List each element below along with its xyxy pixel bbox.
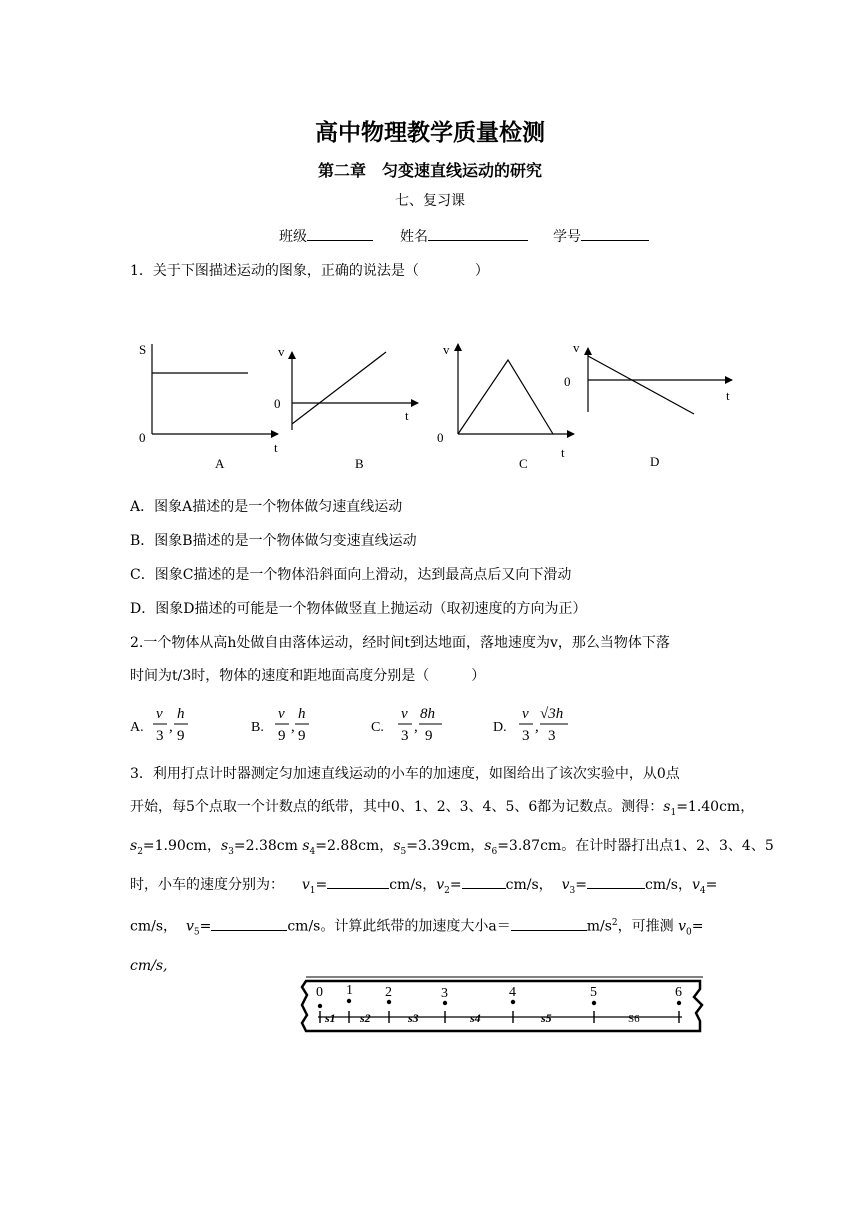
q2-d-v-den: 3 (522, 728, 530, 744)
chapter-title: 第二章 匀变速直线运动的研究 (317, 161, 542, 180)
v5-blank[interactable] (211, 916, 287, 931)
svg-text:,: , (291, 719, 295, 735)
q2-stem-line1: 2.一个物体从高h处做自由落体运动，经时间t到达地面，落地速度为v，那么当物体下落 (130, 635, 670, 651)
class-label: 班级 (279, 229, 307, 245)
name-label: 姓名 (400, 229, 428, 245)
q2-d-h-num: √3h (540, 706, 564, 722)
q2-a-v-den: 3 (156, 728, 164, 744)
page-title: 高中物理教学质量检测 (315, 120, 545, 146)
tape-seg-s1: s1 (325, 1011, 336, 1025)
graph-d-origin: 0 (564, 374, 571, 389)
graph-b-y-label: v (278, 344, 285, 359)
q2-option-b-label: B. (251, 720, 264, 735)
acc-blank[interactable] (511, 916, 587, 931)
q2-option-d-label: D. (493, 720, 507, 735)
q2-stem-line2: 时间为t/3时，物体的速度和距地面高度分别是（ ） (130, 668, 486, 684)
q1-option-a[interactable]: A．图象A描述的是一个物体做匀速直线运动 (130, 499, 403, 515)
q3-line1: 3．利用打点计时器测定匀加速直线运动的小车的加速度，如图给出了该次实验中，从0点 (130, 766, 680, 782)
tape-point-2 (387, 1000, 391, 1004)
number-label: 学号 (553, 229, 581, 245)
q2-a-h-num: h (177, 706, 185, 722)
v2-blank[interactable] (462, 874, 506, 889)
q3-line6: cm/s, (130, 957, 168, 974)
svg-text:,: , (414, 719, 418, 735)
tape-point-5 (592, 1001, 596, 1005)
tape-label-1: 1 (346, 983, 353, 998)
q2-option-c-label: C. (371, 720, 384, 735)
q2-b-v-num: v (278, 706, 285, 722)
graph-c-caption: C (519, 456, 528, 471)
graph-c-x-label: t (561, 445, 565, 460)
q2-b-h-den: 9 (298, 728, 306, 744)
tape-seg-s4: s4 (470, 1011, 481, 1025)
graph-c-y-label: v (443, 342, 450, 357)
graph-a-x-label: t (274, 440, 278, 455)
q3-line3: $s_2=1.90cm$，$s_3=2.38cm$ $s_4=2.88cm$，$s_5=3.39cm$，$s_6=3.87cm$。在计时器打出点1、2、3、4、5 (130, 837, 774, 857)
tape-point-6 (677, 1001, 681, 1005)
q2-c-h-num: 8h (420, 706, 435, 722)
graph-b-line (292, 352, 386, 424)
number-blank[interactable] (581, 226, 649, 241)
tape-seg-s6: S6 (628, 1013, 640, 1025)
q2-a-v-num: v (156, 706, 163, 722)
tape-point-0 (318, 1004, 322, 1008)
q2-options (120, 700, 600, 750)
class-field[interactable] (279, 226, 373, 246)
tape-point-4 (511, 1000, 515, 1004)
q3-line2: 开始，每5个点取一个计数点的纸带，其中0、1、2、3、4、5、6都为记数点。测得：$s_1=1.40cm$， (130, 799, 755, 818)
q3-text (130, 758, 774, 983)
v1-blank[interactable] (327, 874, 389, 889)
tape-label-5: 5 (590, 985, 597, 1000)
tape-seg-s3: s3 (408, 1011, 419, 1025)
graph-d-line (588, 356, 694, 414)
tape-label-3: 3 (441, 986, 448, 1001)
q2-option-a-label: A. (130, 720, 144, 735)
q1-option-c[interactable]: C．图象C描述的是一个物体沿斜面向上滑动，达到最高点后又向下滑动 (130, 567, 572, 583)
paper-tape (298, 975, 718, 1039)
graph-c-origin: 0 (437, 430, 444, 445)
name-blank[interactable] (428, 226, 528, 241)
tape-label-2: 2 (385, 985, 392, 1000)
q2-a-h-den: 9 (177, 728, 185, 744)
q2-c-h-den: 9 (425, 728, 433, 744)
graph-b-caption: B (355, 456, 364, 471)
q1-stem: 1．关于下图描述运动的图象，正确的说法是（ ） (130, 263, 489, 279)
lesson-title: 七、复习课 (395, 193, 465, 209)
tape-label-4: 4 (509, 985, 516, 1000)
q1-option-b[interactable]: B．图象B描述的是一个物体做匀变速直线运动 (130, 533, 417, 549)
q2-c-v-num: v (401, 706, 408, 722)
svg-text:,: , (535, 719, 539, 735)
name-field[interactable] (400, 226, 528, 246)
q2-b-v-den: 9 (278, 728, 286, 744)
svg-text:,: , (169, 719, 173, 735)
q3-line4: 时，小车的速度分别为： $v_1= cm/s$，$v_2= cm/s$， $v_3= cm/s$，$v_4=$ (130, 869, 734, 908)
q2-d-v-num: v (522, 706, 529, 722)
tape-seg-s5: s5 (541, 1011, 552, 1025)
graph-a-origin: 0 (139, 430, 146, 445)
graph-d-x-label: t (726, 388, 730, 403)
q2-b-h-num: h (298, 706, 306, 722)
graph-d-caption: D (650, 454, 660, 469)
class-blank[interactable] (307, 226, 373, 241)
tape-label-6: 6 (675, 985, 682, 1000)
q1-option-d[interactable]: D．图象D描述的可能是一个物体做竖直上抛运动（取初速度的方向为正） (130, 601, 587, 617)
graph-b-origin: 0 (274, 396, 281, 411)
q1-graphs (0, 330, 860, 480)
graph-a-y-label: S (139, 342, 147, 357)
q3-line5: cm/s， $v_5= cm/s$。计算此纸带的加速度大小$a= m/s^2$，可推测 $v_0=$ (130, 907, 734, 949)
tape-label-0: 0 (316, 985, 323, 1000)
tape-point-1 (347, 999, 351, 1003)
number-field[interactable] (553, 226, 649, 246)
q2-c-v-den: 3 (401, 728, 409, 744)
graph-a-caption: A (215, 456, 225, 471)
tape-seg-s2: s2 (360, 1011, 371, 1025)
q2-d-h-den: 3 (548, 728, 556, 744)
graph-d-y-label: v (573, 340, 580, 355)
graph-b-x-label: t (405, 408, 409, 423)
v3-blank[interactable] (587, 874, 645, 889)
tape-point-3 (443, 1001, 447, 1005)
graph-c-line (458, 360, 553, 434)
